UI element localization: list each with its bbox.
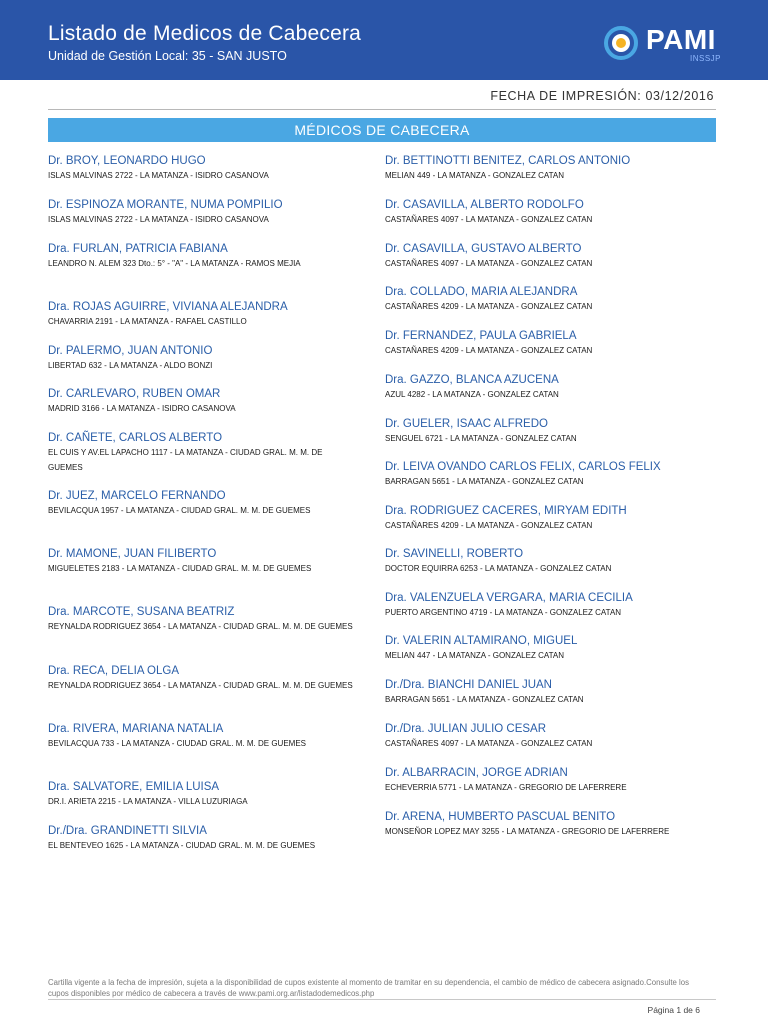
doctor-entry: [385, 460, 715, 490]
doctor-name: Dr. ESPINOZA MORANTE, NUMA POMPILIO: [48, 199, 283, 211]
doctor-name: Dra. SALVATORE, EMILIA LUISA: [48, 781, 220, 793]
doctor-name: Dr. ARENA, HUMBERTO PASCUAL BENITO: [385, 811, 616, 823]
doctor-name: Dr. SAVINELLI, ROBERTO: [385, 548, 524, 560]
doctor-name: Dr. JUEZ, MARCELO FERNANDO: [48, 490, 226, 502]
footer-divider: [48, 999, 716, 1000]
doctor-entry: [48, 242, 358, 272]
doctor-entry: [48, 780, 358, 810]
doctor-entry: [385, 242, 715, 272]
doctor-address: CASTAÑARES 4209 - LA MATANZA - GONZALEZ CATAN: [385, 346, 593, 355]
doctor-name: Dra. GAZZO, BLANCA AZUCENA: [385, 374, 559, 386]
doctor-address: CASTAÑARES 4097 - LA MATANZA - GONZALEZ CATAN: [385, 739, 593, 748]
doctor-entry: [385, 417, 715, 447]
unit-info: [48, 49, 287, 63]
doctor-entry: [48, 198, 358, 228]
doctor-name: Dr. LEIVA OVANDO CARLOS FELIX, CARLOS FELIX: [385, 461, 661, 473]
doctor-address: REYNALDA RODRIGUEZ 3654 - LA MATANZA - CIUDAD GRAL. M. M. DE GUEMES: [48, 622, 353, 631]
doctor-address: LIBERTAD 632 - LA MATANZA - ALDO BONZI: [48, 361, 213, 370]
doctor-address: MELIAN 449 - LA MATANZA - GONZALEZ CATAN: [385, 171, 564, 180]
doctor-entry: [385, 285, 715, 315]
doctor-name: Dr./Dra. BIANCHI DANIEL JUAN: [385, 679, 552, 691]
doctor-name: Dr. CASAVILLA, ALBERTO RODOLFO: [385, 199, 584, 211]
doctor-name: Dra. COLLADO, MARIA ALEJANDRA: [385, 286, 578, 298]
doctor-address: BEVILACQUA 733 - LA MATANZA - CIUDAD GRAL. M. M. DE GUEMES: [48, 739, 306, 748]
doctor-entry: [385, 678, 715, 708]
doctor-name: Dra. MARCOTE, SUSANA BEATRIZ: [48, 606, 235, 618]
doctor-name: Dr. CASAVILLA, GUSTAVO ALBERTO: [385, 243, 582, 255]
logo-text: PAMI: [646, 24, 716, 55]
doctor-address: ECHEVERRIA 5771 - LA MATANZA - GREGORIO DE LAFERRERE: [385, 783, 627, 792]
pami-logo: [604, 22, 734, 64]
doctor-address: REYNALDA RODRIGUEZ 3654 - LA MATANZA - CIUDAD GRAL. M. M. DE GUEMES: [48, 681, 353, 690]
doctor-entry: [385, 373, 715, 403]
doctor-address: PUERTO ARGENTINO 4719 - LA MATANZA - GONZALEZ CATAN: [385, 608, 622, 617]
pami-logo-icon: [604, 26, 638, 60]
doctor-address: SENGUEL 6721 - LA MATANZA - GONZALEZ CATAN: [385, 434, 577, 443]
doctor-name: Dr. VALERIN ALTAMIRANO, MIGUEL: [385, 635, 578, 647]
doctor-name: Dr. PALERMO, JUAN ANTONIO: [48, 345, 213, 357]
doctor-name: Dra. RECA, DELIA OLGA: [48, 665, 180, 677]
doctor-address: CASTAÑARES 4097 - LA MATANZA - GONZALEZ CATAN: [385, 215, 593, 224]
doctor-address: EL CUIS Y AV.EL LAPACHO 1117 - LA MATANZA - CIUDAD GRAL. M. M. DE GUEMES: [48, 448, 323, 472]
doctor-name: Dr. BETTINOTTI BENITEZ, CARLOS ANTONIO: [385, 155, 631, 167]
doctor-address: MELIAN 447 - LA MATANZA - GONZALEZ CATAN: [385, 651, 564, 660]
doctor-entry: [385, 504, 715, 534]
doctor-address: AZUL 4282 - LA MATANZA - GONZALEZ CATAN: [385, 390, 559, 399]
doctor-name: Dr./Dra. GRANDINETTI SILVIA: [48, 825, 207, 837]
doctor-name: Dr. BROY, LEONARDO HUGO: [48, 155, 206, 167]
doctor-entry: [48, 489, 358, 519]
doctor-address: MONSEÑOR LOPEZ MAY 3255 - LA MATANZA - GREGORIO DE LAFERRERE: [385, 827, 670, 836]
doctor-entry: [385, 591, 715, 621]
doctor-entry: [48, 431, 358, 475]
doctor-address: EL BENTEVEO 1625 - LA MATANZA - CIUDAD GRAL. M. M. DE GUEMES: [48, 841, 316, 850]
page-number: Página 1 de 6: [647, 1005, 700, 1015]
doctor-address: BARRAGAN 5651 - LA MATANZA - GONZALEZ CATAN: [385, 695, 584, 704]
doctor-address: ISLAS MALVINAS 2722 - LA MATANZA - ISIDRO CASANOVA: [48, 215, 269, 224]
doctor-entry: [385, 766, 715, 796]
doctor-address: BEVILACQUA 1957 - LA MATANZA - CIUDAD GRAL. M. M. DE GUEMES: [48, 506, 311, 515]
doctor-name: Dra. RIVERA, MARIANA NATALIA: [48, 723, 224, 735]
doctor-entry: [385, 329, 715, 359]
doctor-entry: [48, 664, 358, 694]
doctor-address: MIGUELETES 2183 - LA MATANZA - CIUDAD GRAL. M. M. DE GUEMES: [48, 564, 312, 573]
doctor-entry: [48, 547, 358, 577]
doctor-name: Dra. FURLAN, PATRICIA FABIANA: [48, 243, 228, 255]
doctor-name: Dr. CARLEVARO, RUBEN OMAR: [48, 388, 221, 400]
doctor-address: DR.I. ARIETA 2215 - LA MATANZA - VILLA LUZURIAGA: [48, 797, 248, 806]
logo-subtext: INSSJP: [690, 54, 722, 63]
doctor-name: Dra. VALENZUELA VERGARA, MARIA CECILIA: [385, 592, 633, 604]
print-date-value: 03/12/2016: [645, 89, 714, 103]
doctor-name: Dr. FERNANDEZ, PAULA GABRIELA: [385, 330, 577, 342]
doctor-name: Dr./Dra. JULIAN JULIO CESAR: [385, 723, 547, 735]
doctor-address: LEANDRO N. ALEM 323 Dto.: 5° - "A" - LA MATANZA - RAMOS MEJIA: [48, 259, 301, 268]
doctor-entry: [48, 605, 358, 635]
print-date: [490, 89, 714, 103]
doctor-name: Dr. CAÑETE, CARLOS ALBERTO: [48, 432, 223, 444]
doctor-address: ISLAS MALVINAS 2722 - LA MATANZA - ISIDRO CASANOVA: [48, 171, 269, 180]
doctor-name: Dr. GUELER, ISAAC ALFREDO: [385, 418, 548, 430]
doctor-address: CASTAÑARES 4209 - LA MATANZA - GONZALEZ CATAN: [385, 302, 593, 311]
doctor-entry: [48, 154, 358, 184]
page-title: Listado de Medicos de Cabecera: [48, 22, 362, 45]
doctor-name: Dr. ALBARRACIN, JORGE ADRIAN: [385, 767, 568, 779]
print-date-label: FECHA DE IMPRESIÓN:: [490, 89, 642, 103]
doctor-entry: [385, 810, 715, 840]
doctor-entry: [385, 634, 715, 664]
doctor-address: BARRAGAN 5651 - LA MATANZA - GONZALEZ CATAN: [385, 477, 584, 486]
doctor-entry: [48, 824, 358, 854]
doctor-address: CASTAÑARES 4209 - LA MATANZA - GONZALEZ CATAN: [385, 521, 593, 530]
doctor-entry: [385, 722, 715, 752]
doctor-name: Dra. RODRIGUEZ CACERES, MIRYAM EDITH: [385, 505, 627, 517]
doctor-entry: [48, 722, 358, 752]
doctor-entry: [385, 198, 715, 228]
doctor-entry: [48, 387, 358, 417]
doctor-address: MADRID 3166 - LA MATANZA - ISIDRO CASANOVA: [48, 404, 236, 413]
footer-disclaimer: Cartilla vigente a la fecha de impresión, sujeta a la disponibilidad de cupos existente al momento de tramitar en su dependencia, el cambio de médico de cabecera asignado.Consulte los cupos disponibles por médico de cabecera a través de www.pami.org.ar/listadodemedicos.php: [48, 978, 690, 998]
doctor-entry: [48, 300, 358, 330]
section-title: MÉDICOS DE CABECERA: [48, 118, 716, 142]
doctor-address: CASTAÑARES 4097 - LA MATANZA - GONZALEZ CATAN: [385, 259, 593, 268]
doctor-name: Dr. MAMONE, JUAN FILIBERTO: [48, 548, 217, 560]
page-header: [0, 0, 768, 80]
doctor-entry: [385, 154, 715, 184]
unit-value: 35 - SAN JUSTO: [191, 49, 287, 63]
unit-label: Unidad de Gestión Local:: [48, 49, 189, 63]
doctor-entry: [48, 344, 358, 374]
doctor-address: DOCTOR EQUIRRA 6253 - LA MATANZA - GONZALEZ CATAN: [385, 564, 612, 573]
doctor-entry: [385, 547, 715, 577]
doctor-name: Dra. ROJAS AGUIRRE, VIVIANA ALEJANDRA: [48, 301, 288, 313]
doctor-address: CHAVARRIA 2191 - LA MATANZA - RAFAEL CASTILLO: [48, 317, 247, 326]
header-divider: [48, 109, 716, 110]
